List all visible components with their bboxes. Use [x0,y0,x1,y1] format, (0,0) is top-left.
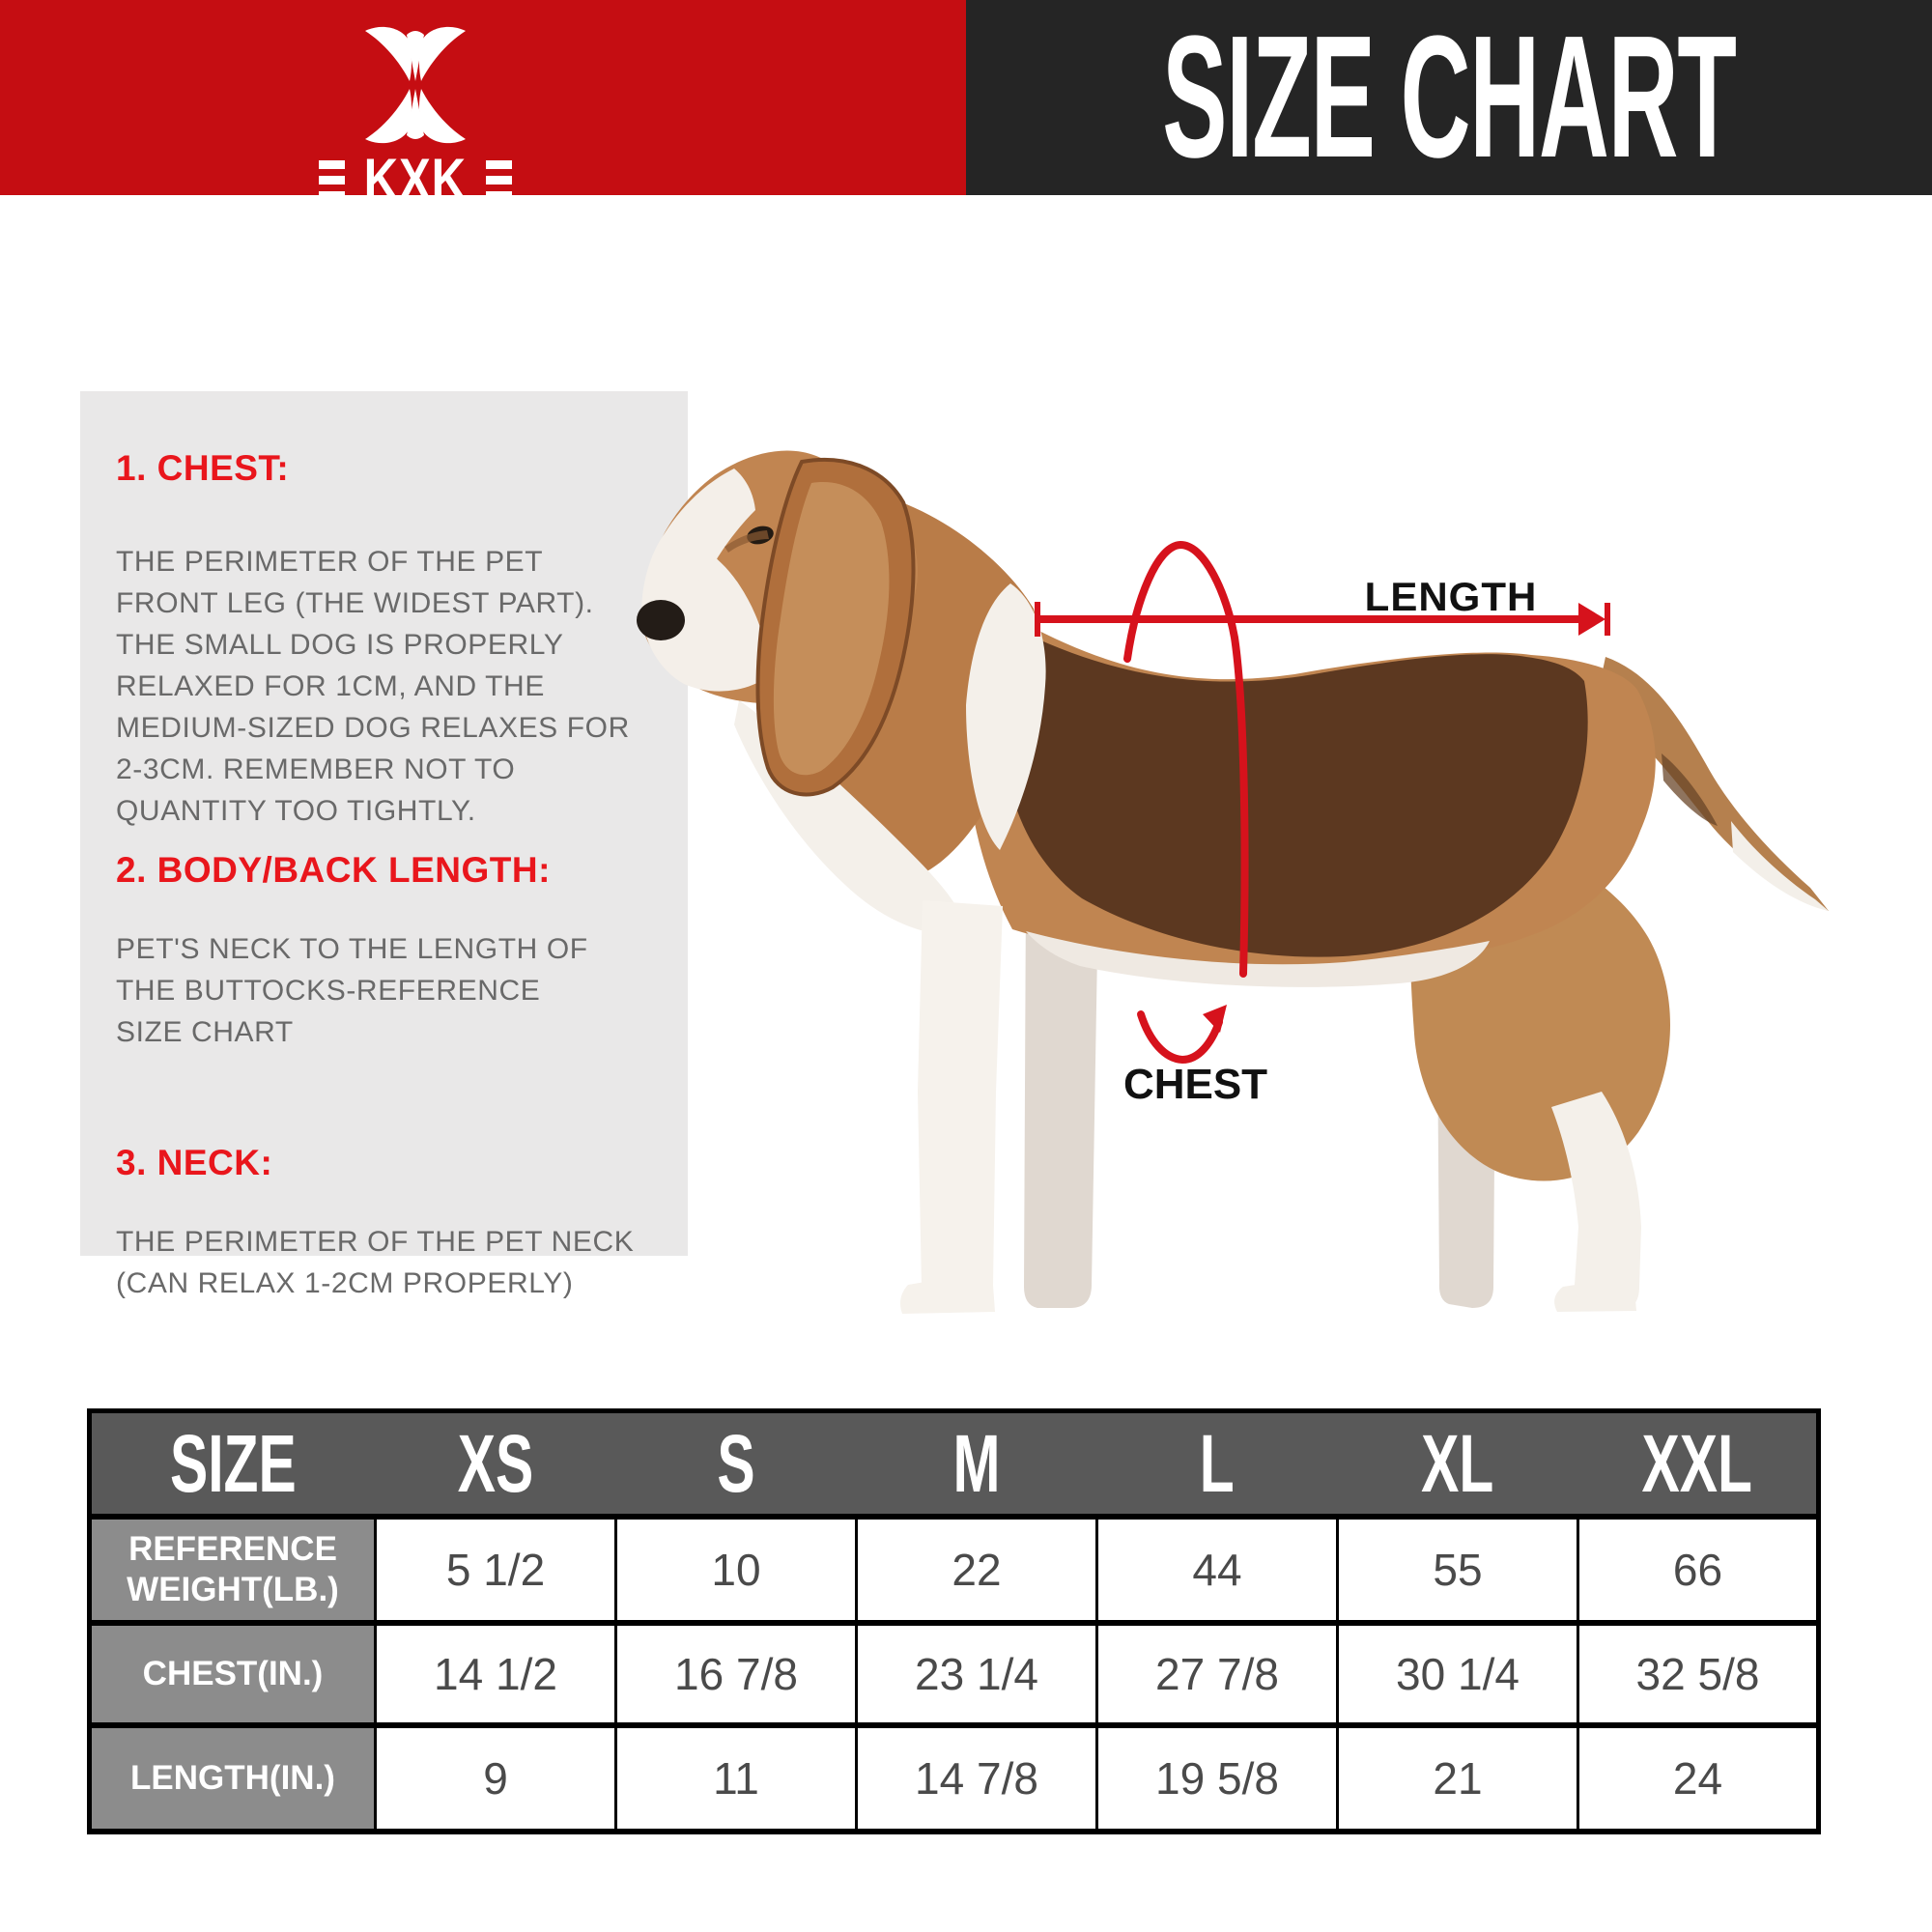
length-xl: 21 [1338,1725,1578,1832]
chest-s: 16 7/8 [616,1623,857,1725]
chest-xxl: 32 5/8 [1578,1623,1819,1725]
weight-s: 10 [616,1517,857,1623]
row-label-chest: CHEST(IN.) [90,1623,376,1725]
col-header-size: SIZE [90,1411,376,1517]
size-table-header-row [90,1411,1819,1517]
col-header-s: S [616,1411,857,1517]
weight-l: 44 [1097,1517,1338,1623]
instruction-body-body-length: PET'S NECK TO THE LENGTH OF THE BUTTOCKS-REFERENCE SIZE CHART [116,933,588,1048]
instruction-heading-chest: 1. CHEST: [116,448,290,488]
weight-m: 22 [857,1517,1097,1623]
row-label-length: LENGTH(IN.) [90,1725,376,1832]
chest-measure-label: CHEST [1122,1061,1268,1108]
col-header-xs: XS [376,1411,616,1517]
instruction-heading-neck: 3. NECK: [116,1143,273,1182]
table-row-chest [90,1623,1819,1725]
table-row-length [90,1725,1819,1832]
length-m: 14 7/8 [857,1725,1097,1832]
chest-m: 23 1/4 [857,1623,1097,1725]
instruction-heading-body-length: 2. BODY/BACK LENGTH: [116,850,551,890]
instruction-body-neck: THE PERIMETER OF THE PET NECK (CAN RELAX 1-2CM PROPERLY) [116,1226,635,1299]
length-s: 11 [616,1725,857,1832]
size-table [87,1408,1821,1834]
row-label-weight: REFERENCE WEIGHT(LB.) [90,1517,376,1623]
chest-l: 27 7/8 [1097,1623,1338,1725]
weight-xl: 55 [1338,1517,1578,1623]
page-title-text: SIZE CHART [1162,0,1736,194]
length-measure-label: LENGTH [1364,574,1538,619]
instruction-body-chest: THE PERIMETER OF THE PET FRONT LEG (THE WIDEST PART). THE SMALL DOG IS PROPERLY RELAXED FOR 1CM, AND THE MEDIUM-SIZED DOG RELAXES FOR 2-3CM. REMEMBER NOT TO QUANTITY TOO TIGHTLY. [116,546,630,827]
col-header-xxl: XXL [1578,1411,1819,1517]
table-row-weight [90,1517,1819,1623]
length-xxl: 24 [1578,1725,1819,1832]
weight-xs: 5 1/2 [376,1517,616,1623]
col-header-xl: XL [1338,1411,1578,1517]
col-header-l: L [1097,1411,1338,1517]
chest-xs: 14 1/2 [376,1623,616,1725]
weight-xxl: 66 [1578,1517,1819,1623]
brand-name: KXK [363,147,468,212]
chest-xl: 30 1/4 [1338,1623,1578,1725]
length-l: 19 5/8 [1097,1725,1338,1832]
length-xs: 9 [376,1725,616,1832]
col-header-m: M [857,1411,1097,1517]
